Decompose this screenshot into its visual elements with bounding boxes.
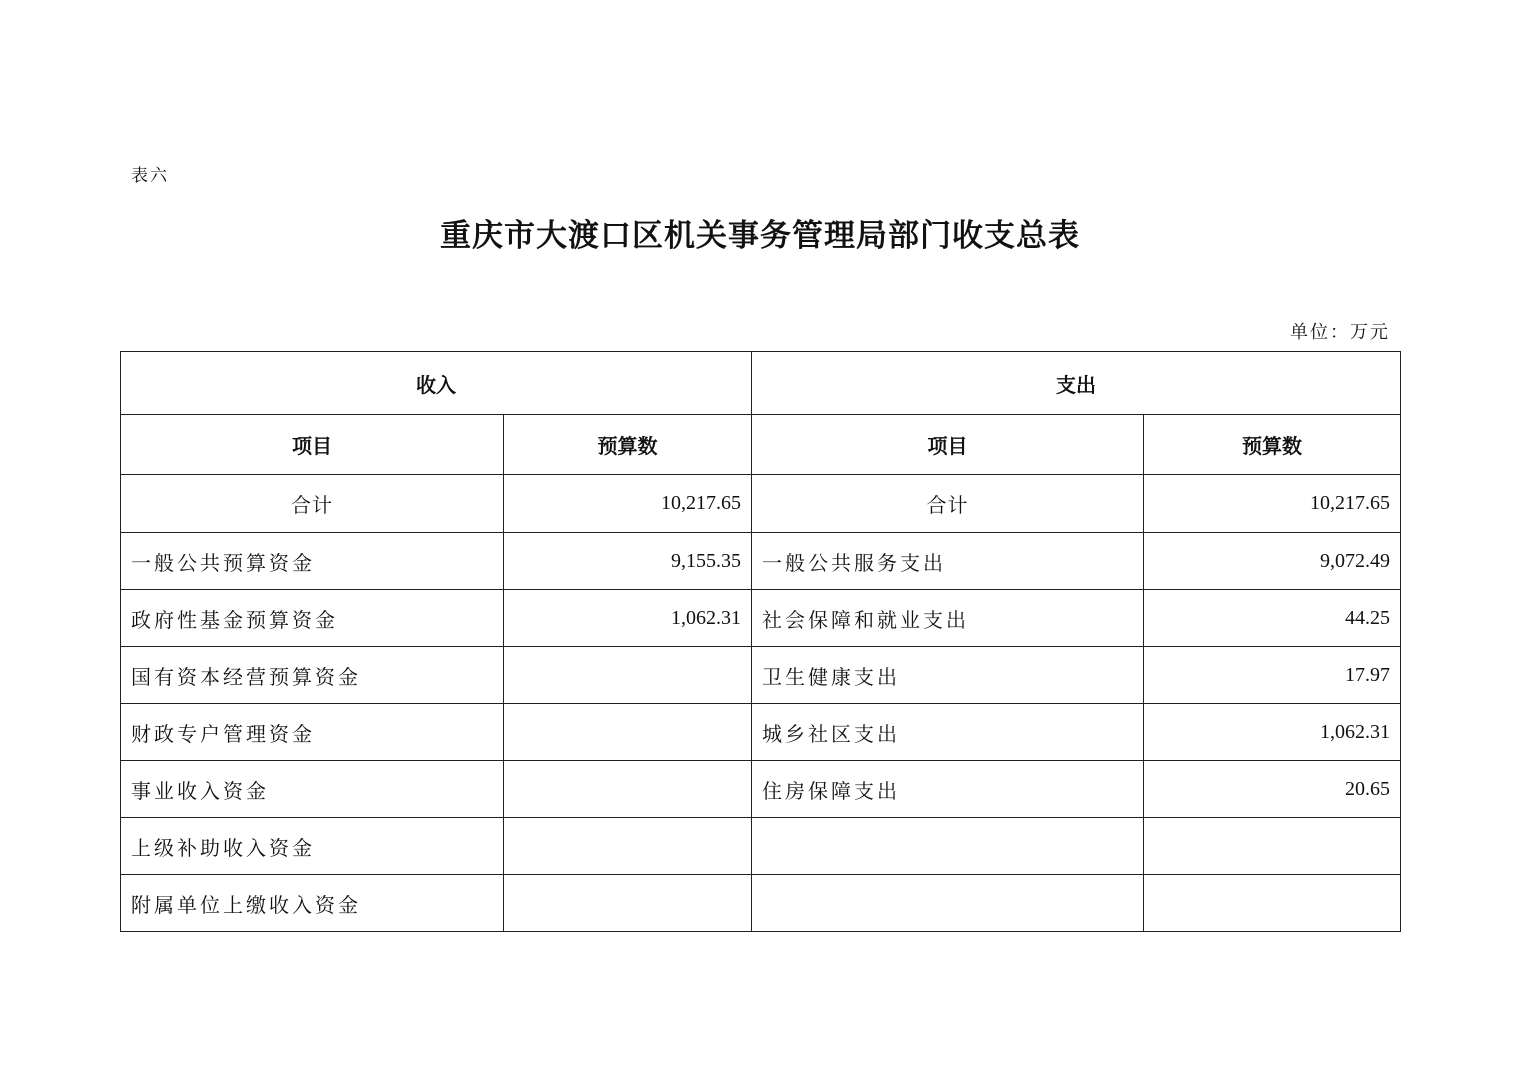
table-row <box>121 875 1401 932</box>
income-item-column-header: 项目 <box>121 415 504 475</box>
income-item: 上级补助收入资金 <box>121 818 504 875</box>
expense-item: 卫生健康支出 <box>752 647 1144 704</box>
income-item: 一般公共预算资金 <box>121 533 504 590</box>
expense-value: 20.65 <box>1144 761 1401 818</box>
income-total-label: 合计 <box>121 475 504 533</box>
column-header-row <box>121 415 1401 475</box>
income-value <box>504 704 752 761</box>
income-section-header: 收入 <box>121 352 752 415</box>
income-item: 政府性基金预算资金 <box>121 590 504 647</box>
income-item: 事业收入资金 <box>121 761 504 818</box>
total-row <box>121 475 1401 533</box>
table-row <box>121 533 1401 590</box>
page-title: 重庆市大渡口区机关事务管理局部门收支总表 <box>440 218 1080 254</box>
income-value <box>504 875 752 932</box>
table-row <box>121 704 1401 761</box>
section-header-row <box>121 352 1401 415</box>
expense-value: 17.97 <box>1144 647 1401 704</box>
expense-item <box>752 818 1144 875</box>
expense-total-value: 10,217.65 <box>1144 475 1401 533</box>
expense-value <box>1144 875 1401 932</box>
income-value <box>504 818 752 875</box>
income-item: 国有资本经营预算资金 <box>121 647 504 704</box>
expense-item: 社会保障和就业支出 <box>752 590 1144 647</box>
income-total-value: 10,217.65 <box>504 475 752 533</box>
expense-item <box>752 875 1144 932</box>
table-row <box>121 818 1401 875</box>
expense-budget-column-header: 预算数 <box>1144 415 1401 475</box>
income-value <box>504 647 752 704</box>
expense-value <box>1144 818 1401 875</box>
table-row <box>121 647 1401 704</box>
income-item: 财政专户管理资金 <box>121 704 504 761</box>
table-row <box>121 590 1401 647</box>
budget-table <box>120 351 1401 932</box>
income-item: 附属单位上缴收入资金 <box>121 875 504 932</box>
expense-value: 44.25 <box>1144 590 1401 647</box>
expense-item: 住房保障支出 <box>752 761 1144 818</box>
income-value <box>504 761 752 818</box>
table-row <box>121 761 1401 818</box>
expense-value: 9,072.49 <box>1144 533 1401 590</box>
expense-section-header: 支出 <box>752 352 1401 415</box>
expense-value: 1,062.31 <box>1144 704 1401 761</box>
unit-label: 单位：万元 <box>1290 322 1390 343</box>
income-value: 9,155.35 <box>504 533 752 590</box>
expense-total-label: 合计 <box>752 475 1144 533</box>
income-value: 1,062.31 <box>504 590 752 647</box>
income-budget-column-header: 预算数 <box>504 415 752 475</box>
expense-item: 一般公共服务支出 <box>752 533 1144 590</box>
table-label: 表六 <box>131 166 169 186</box>
expense-item: 城乡社区支出 <box>752 704 1144 761</box>
expense-item-column-header: 项目 <box>752 415 1144 475</box>
